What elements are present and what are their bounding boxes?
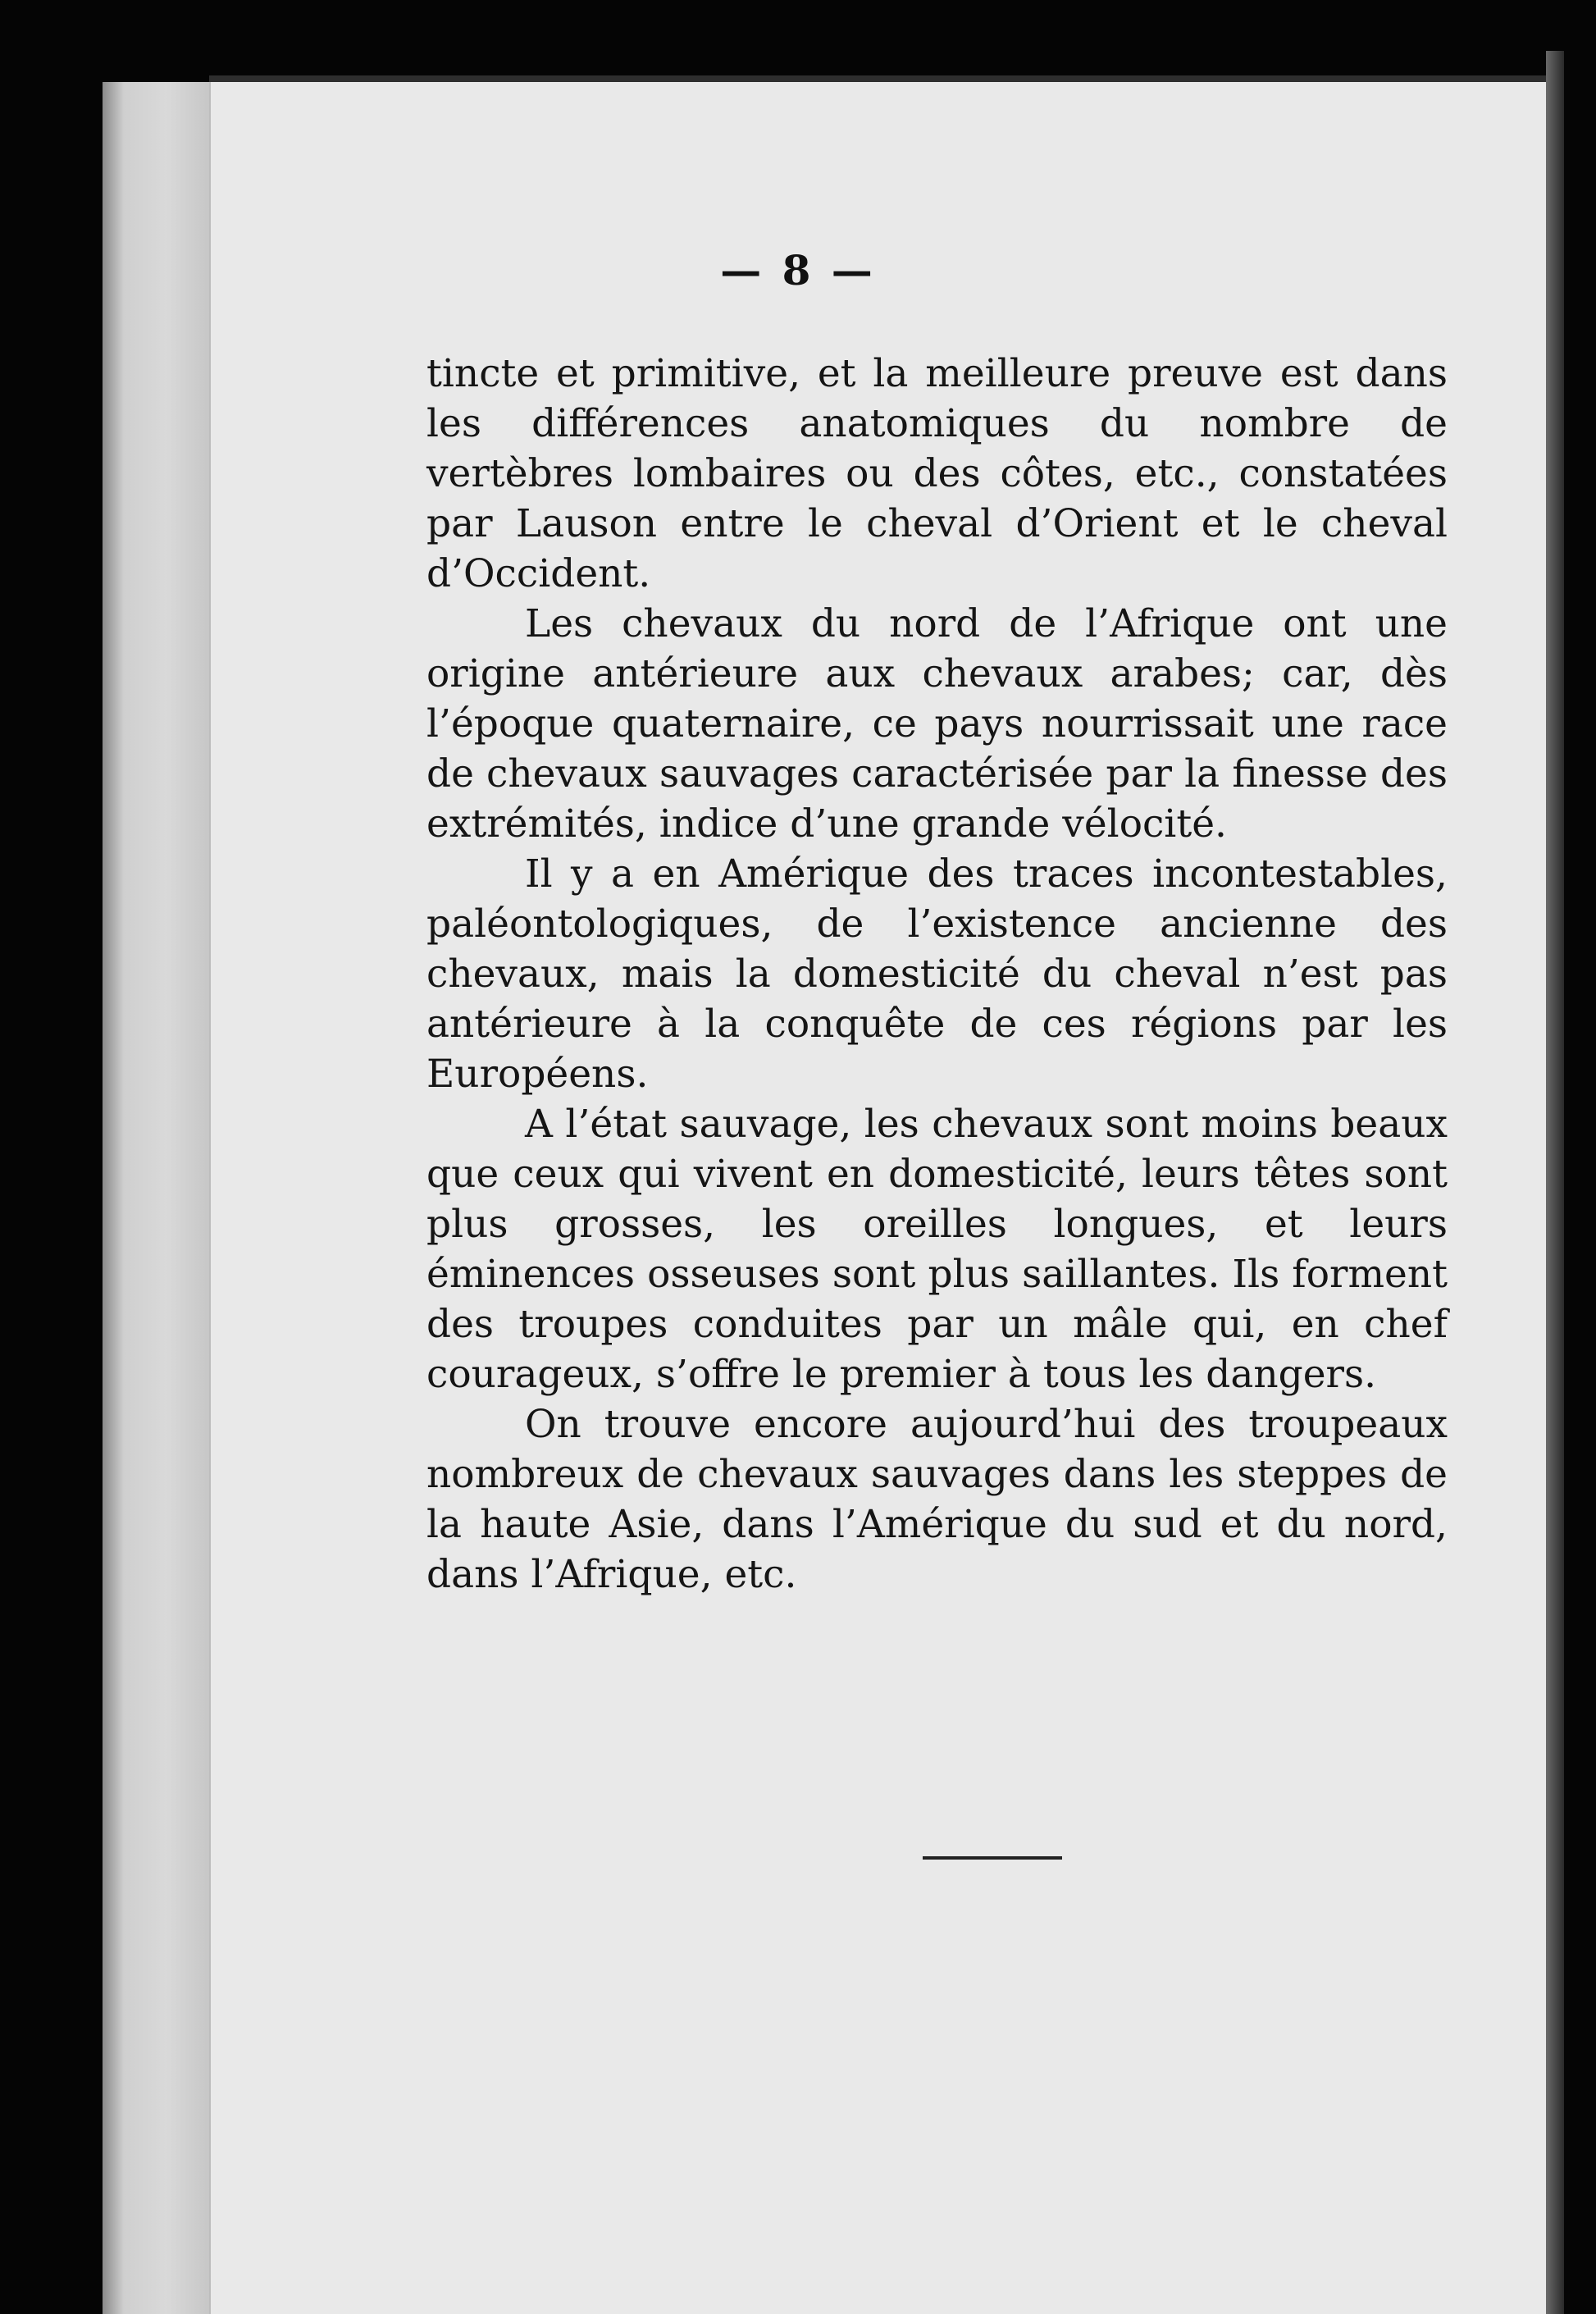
paragraph-4: A l’état sauvage, les chevaux sont moins beaux que ceux qui vivent en domesticité, leurs têtes sont plus grosses, les oreilles longues, et leurs éminences osseuses sont plus saillantes. Ils forment des troupes conduites par un mâle qui, en chef courageux, s’offre le premier à tous les dangers. bbox=[426, 1102, 1448, 1397]
paragraph-2: Les chevaux du nord de l’Afrique ont une origine antérieure aux chevaux arabes; car, dès l’époque quaternaire, ce pays nourrissait une race de chevaux sauvages caractérisée par la finesse des extrémités, indice d’une grande vélocité. bbox=[426, 601, 1448, 847]
page-number: — 8 — bbox=[720, 246, 876, 294]
page-top-edge bbox=[209, 75, 1546, 82]
body-text bbox=[426, 349, 1448, 1600]
page-left-edge bbox=[103, 82, 209, 2314]
page-right-edge bbox=[1546, 51, 1564, 2314]
paragraph-3: Il y a en Amérique des traces incontestables, paléontologiques, de l’existence ancienne des chevaux, mais la domesticité du cheval n’est pas antérieure à la conquête de ces régions par les Européens. bbox=[426, 851, 1448, 1097]
end-rule-divider bbox=[923, 1856, 1062, 1860]
paragraph-5: On trouve encore aujourd’hui des troupeaux nombreux de chevaux sauvages dans les steppes de la haute Asie, dans l’Amérique du sud et du nord, dans l’Afrique, etc. bbox=[426, 1402, 1448, 1597]
paragraph-1: tincte et primitive, et la meilleure preuve est dans les différences anatomiques du nombre de vertèbres lombaires ou des côtes, etc., constatées par Lauson entre le cheval d’Orient et le cheval d’Occident. bbox=[426, 351, 1448, 596]
